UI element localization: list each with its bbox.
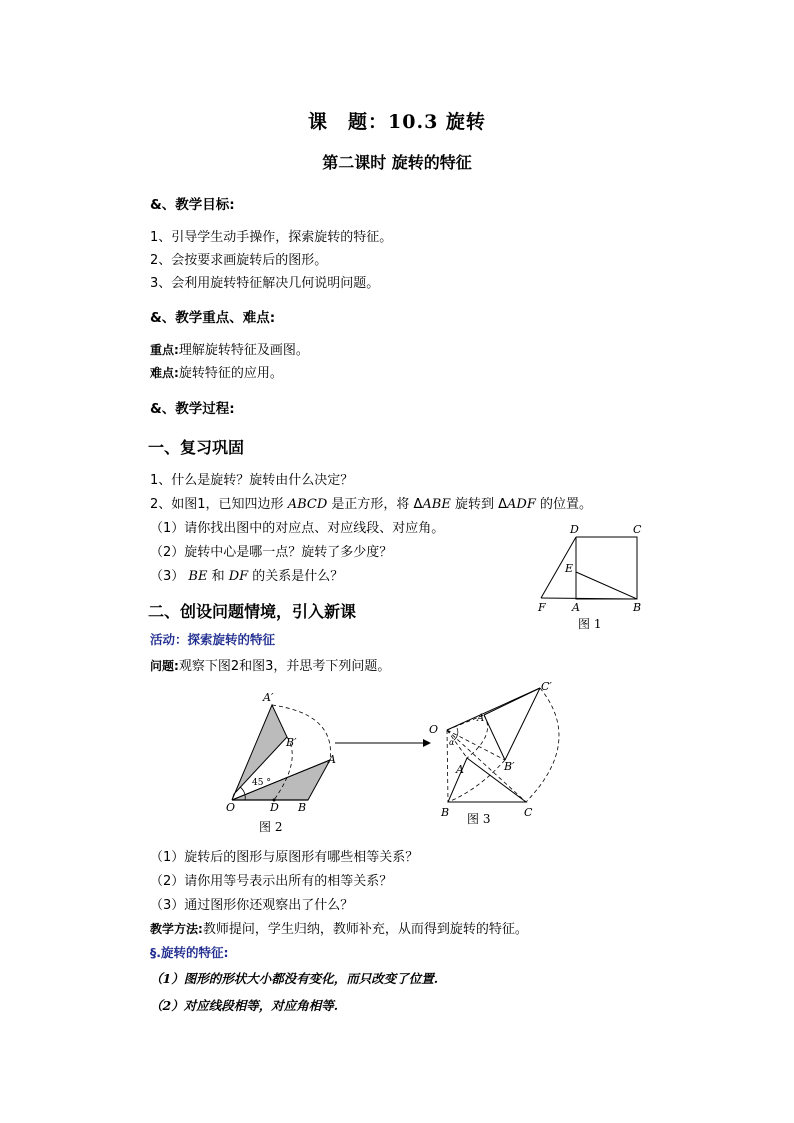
fig2-label-b: B (298, 801, 307, 814)
problem-label: 问题: (150, 659, 179, 673)
fig3-label-c-prime: C′ (541, 680, 552, 693)
fig1-caption: 图 1 (578, 617, 602, 631)
fig1-label-f: F (538, 601, 546, 614)
question-item: （1）旋转后的图形与原图形有哪些相等关系？ (150, 850, 419, 865)
fig3-angle-label: α (449, 738, 455, 747)
objective-item: 2、会按要求画旋转后的图形。 (150, 253, 328, 268)
fig1-label-e: E (565, 562, 574, 575)
difficulty-text: 旋转特征的应用。 (178, 366, 283, 381)
review-question-2 (150, 493, 592, 512)
fig2-caption: 图 2 (259, 820, 283, 834)
fig2-label-a: A (328, 753, 336, 766)
figure-1-diagram (530, 518, 650, 636)
fig3-caption: 图 3 (467, 812, 491, 826)
fig1-label-a: A (572, 601, 580, 614)
review-question-1: 1、什么是旋转？旋转由什么决定？ (150, 473, 354, 488)
figure-2-diagram (222, 686, 352, 836)
q2-text-d: 的位置。 (535, 497, 593, 512)
newlesson-heading: 二、创设问题情境，引入新课 (148, 602, 357, 621)
fig1-label-b: B (633, 601, 642, 614)
difficulty-label: 难点: (150, 366, 179, 380)
fig3-label-c: C (524, 806, 533, 819)
feature-item: （1）图形的形状大小都没有变化，而只改变了位置. (150, 971, 439, 986)
problem-text: 观察下图2和图3，并思考下列问题。 (178, 659, 391, 674)
fig1-label-d: D (570, 523, 579, 536)
review-sub-3 (150, 565, 343, 584)
q2-abe: ABE (422, 497, 451, 512)
sub3-text-c: 的关系是什么？ (248, 569, 344, 584)
page-title: 课 题：10.3 旋转 (308, 111, 486, 133)
difficulty-line (150, 362, 283, 381)
q2-adf: ADF (507, 497, 536, 512)
sub3-text-a: （3） (150, 569, 189, 584)
key-text: 理解旋转特征及画图。 (178, 343, 309, 358)
sub3-be: BE (188, 569, 208, 584)
problem-line (150, 655, 390, 674)
objective-item: 1、引导学生动手操作，探索旋转的特征。 (150, 230, 393, 245)
method-label: 教学方法: (150, 922, 203, 936)
q2-text-c: 旋转到 Δ (450, 497, 508, 512)
review-sub-1: （1）请你找出图中的对应点、对应线段、对应角。 (150, 521, 445, 536)
question-item: （2）请你用等号表示出所有的相等关系？ (150, 874, 393, 889)
fig3-label-a-prime: A′ (477, 713, 487, 724)
process-heading: &、教学过程: (150, 401, 235, 417)
fig2-label-d: D (270, 801, 279, 814)
objective-item: 3、会利用旋转特征解决几何说明问题。 (150, 276, 380, 291)
fig3-label-a: A (456, 763, 464, 776)
key-label: 重点: (150, 343, 179, 357)
key-point-line (150, 339, 309, 358)
q2-text-a: 2、如图1，已知四边形 (150, 497, 288, 512)
fig3-label-o: O (429, 723, 439, 736)
activity-label: 活动：探索旋转的特征 (150, 632, 276, 647)
fig3-label-b-prime: B′ (504, 760, 515, 773)
sub3-text-b: 和 (207, 569, 229, 584)
arrow-icon (333, 736, 433, 750)
fig2-angle-label: 45 ° (252, 778, 271, 788)
method-line (150, 918, 528, 937)
fig2-label-b-prime: B′ (286, 736, 297, 749)
q2-text-b: 是正方形，将 Δ (327, 497, 423, 512)
figure-3-diagram (425, 676, 570, 828)
question-item: （3）通过图形你还观察出了什么？ (150, 898, 354, 913)
q2-abcd: ABCD (287, 497, 328, 512)
review-sub-2: （2）旋转中心是哪一点？旋转了多少度？ (150, 545, 393, 560)
method-text: 教师提问，学生归纳，教师补充，从而得到旋转的特征。 (202, 922, 528, 937)
review-heading: 一、复习巩固 (148, 438, 245, 457)
fig1-label-c: C (633, 523, 642, 536)
fig3-label-b: B (441, 806, 450, 819)
sub3-df: DF (228, 569, 249, 584)
features-heading: §.旋转的特征: (150, 945, 229, 960)
fig2-label-a-prime: A′ (263, 691, 274, 704)
feature-item: （2）对应线段相等，对应角相等. (150, 998, 339, 1013)
keypoints-heading: &、教学重点、难点: (150, 310, 276, 326)
page-subtitle: 第二课时 旋转的特征 (322, 153, 472, 172)
objectives-heading: &、教学目标: (150, 197, 235, 213)
fig2-label-o: O (226, 801, 236, 814)
